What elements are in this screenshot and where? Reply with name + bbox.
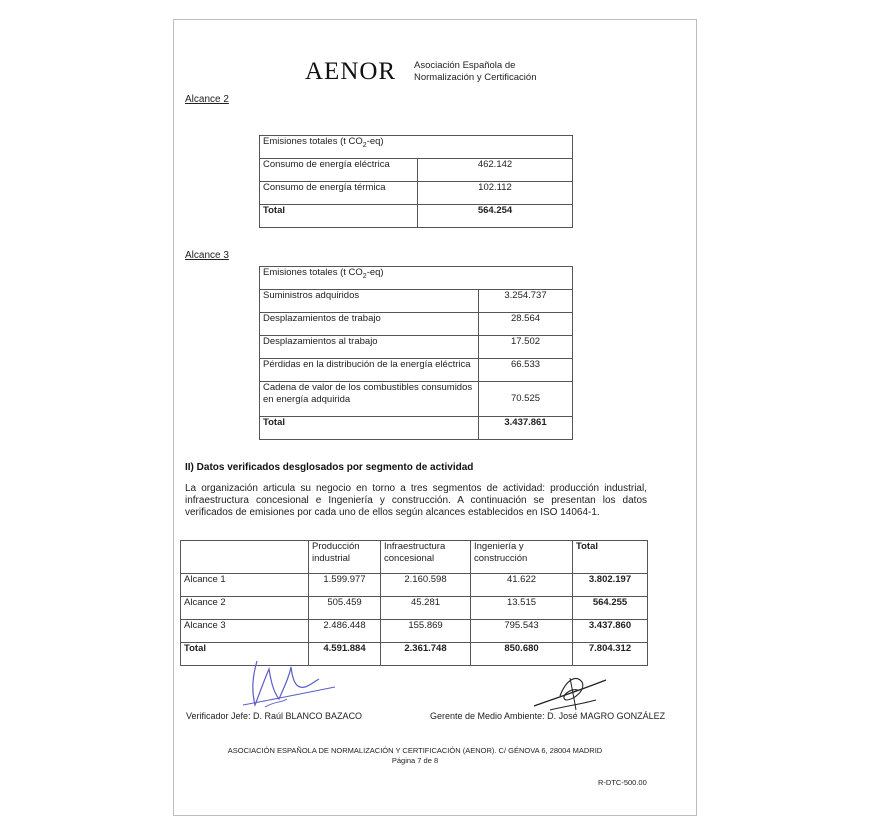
- row-label: Desplazamientos de trabajo: [260, 313, 479, 336]
- signature-left-icon: [235, 655, 345, 713]
- row-value: 28.564: [479, 313, 573, 336]
- cell-value: 795.543: [471, 620, 573, 643]
- section-paragraph: La organización articula su negocio en torno a tres segmentos de actividad: producción industrial, infraestructura concesional e Ingeniería y construcción. A continuación se presentan los datos verificados de emisiones por cada uno de ellos según alcances establecidos en ISO 14064-1.: [185, 483, 647, 518]
- signature-right-icon: [530, 670, 610, 714]
- document-code: R-DTC-500.00: [598, 778, 647, 787]
- total-row: [260, 417, 573, 440]
- section-heading: II) Datos verificados desglosados por segmento de actividad: [185, 462, 474, 473]
- row-value: 66.533: [479, 359, 573, 382]
- header-cell-ingenieria: Ingeniería y construcción: [471, 541, 573, 574]
- table-row: [260, 336, 573, 359]
- alcance-3-title: Alcance 3: [185, 250, 229, 261]
- cell-value: 13.515: [471, 597, 573, 620]
- header-cell-empty: [181, 541, 309, 574]
- alcance-2-title: Alcance 2: [185, 94, 229, 105]
- table-row: [260, 182, 573, 205]
- cell-value: 1.599.977: [309, 574, 381, 597]
- row-value: 17.502: [479, 336, 573, 359]
- table-row: [260, 359, 573, 382]
- row-label: Desplazamientos al trabajo: [260, 336, 479, 359]
- cell-value: 4.591.884: [309, 643, 381, 666]
- table-row: [181, 620, 648, 643]
- header-cell-total: Total: [573, 541, 648, 574]
- header-subscript: 2: [362, 141, 367, 149]
- footer-address: ASOCIACIÓN ESPAÑOLA DE NORMALIZACIÓN Y CERTIFICACIÓN (AENOR). C/ GÉNOVA 6, 28004 MADRID: [227, 746, 603, 755]
- row-label: Consumo de energía eléctrica: [260, 159, 418, 182]
- table-row: [260, 290, 573, 313]
- aenor-logo: AENOR: [305, 58, 397, 85]
- table-header-cell: [260, 136, 573, 159]
- cell-value: 2.160.598: [381, 574, 471, 597]
- page-number: Página 7 de 8: [391, 756, 439, 765]
- cell-value: 45.281: [381, 597, 471, 620]
- table-row: [260, 159, 573, 182]
- row-value: 3.254.737: [479, 290, 573, 313]
- row-label: Alcance 3: [181, 620, 309, 643]
- table-header-row: [260, 136, 573, 159]
- segments-table: [180, 540, 648, 666]
- alcance-2-table: [259, 135, 573, 228]
- row-label: Total: [181, 643, 309, 666]
- signature-left-caption: Verificador Jefe: D. Raúl BLANCO BAZACO: [186, 711, 363, 721]
- header-text-suffix: -eq): [366, 136, 384, 147]
- table-row: [260, 313, 573, 336]
- cell-value: 2.361.748: [381, 643, 471, 666]
- cell-total: 7.804.312: [573, 643, 648, 666]
- cell-value: 41.622: [471, 574, 573, 597]
- table-row: [181, 574, 648, 597]
- cell-value: 155.869: [381, 620, 471, 643]
- org-line-1: Asociación Española de: [414, 60, 516, 71]
- organization-name: [414, 60, 536, 84]
- header-cell-infraestructura: Infraestructura concesional: [381, 541, 471, 574]
- row-value: 70.525: [479, 382, 573, 417]
- header-cell-produccion: Producción industrial: [309, 541, 381, 574]
- row-label: Pérdidas en la distribución de la energía eléctrica: [260, 359, 479, 382]
- row-value: 462.142: [418, 159, 573, 182]
- cell-total: 3.802.197: [573, 574, 648, 597]
- table-row: [181, 597, 648, 620]
- table-header-row: [260, 267, 573, 290]
- header-subscript: 2: [362, 272, 367, 280]
- cell-value: 505.459: [309, 597, 381, 620]
- row-label: Alcance 1: [181, 574, 309, 597]
- header-text: Emisiones totales (t CO: [263, 267, 363, 278]
- row-label: Alcance 2: [181, 597, 309, 620]
- row-label: Consumo de energía térmica: [260, 182, 418, 205]
- table-header-cell: [260, 267, 573, 290]
- total-row: [260, 205, 573, 228]
- cell-value: 850.680: [471, 643, 573, 666]
- table-row: [260, 382, 573, 417]
- row-value: 102.112: [418, 182, 573, 205]
- cell-total: 3.437.860: [573, 620, 648, 643]
- cell-value: 2.486.448: [309, 620, 381, 643]
- header-text: Emisiones totales (t CO: [263, 136, 363, 147]
- signature-right-caption: Gerente de Medio Ambiente: D. José MAGRO GONZÁLEZ: [430, 711, 666, 721]
- row-label: Cadena de valor de los combustibles consumidos en energía adquirida: [260, 382, 479, 417]
- org-line-2: Normalización y Certificación: [414, 72, 537, 83]
- row-label: Suministros adquiridos: [260, 290, 479, 313]
- total-label: Total: [260, 417, 479, 440]
- alcance-3-table: [259, 266, 573, 440]
- cell-total: 564.255: [573, 597, 648, 620]
- segments-header-row: [181, 541, 648, 574]
- total-label: Total: [260, 205, 418, 228]
- header-text-suffix: -eq): [366, 267, 384, 278]
- total-value: 3.437.861: [479, 417, 573, 440]
- total-value: 564.254: [418, 205, 573, 228]
